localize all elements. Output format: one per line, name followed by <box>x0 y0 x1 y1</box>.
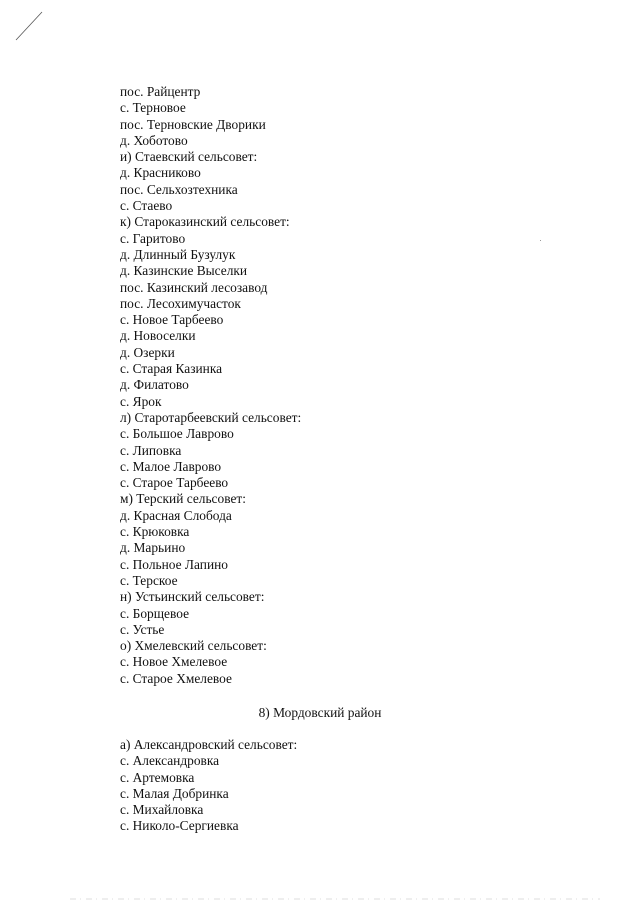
scan-artifact-line <box>0 896 640 902</box>
settlement-list-part2 <box>120 737 297 835</box>
list-item: пос. Райцентр <box>120 84 201 99</box>
list-item: с. Польное Лапино <box>120 556 228 572</box>
list-item: пос. Казинский лесозавод <box>120 279 268 295</box>
section-heading: 8) Мордовский район <box>258 705 382 720</box>
list-item: д. Новоселки <box>120 328 196 344</box>
list-item: с. Михайловка <box>120 802 204 818</box>
list-item: д. Длинный Бузулук <box>120 246 236 262</box>
list-item: с. Липовка <box>120 442 182 458</box>
list-item: с. Новое Хмелевое <box>120 654 228 670</box>
list-item: с. Александровка <box>120 753 220 769</box>
list-item: д. Красниково <box>120 165 201 181</box>
list-item: л) Старотарбеевский сельсовет: <box>120 409 302 425</box>
list-item: с. Большое Лаврово <box>120 426 234 442</box>
list-item: д. Озерки <box>120 344 175 360</box>
list-item: с. Старое Тарбеево <box>120 475 229 491</box>
list-item: с. Малая Добринка <box>120 785 229 801</box>
list-item: с. Терское <box>120 572 178 588</box>
list-item: пос. Сельхозтехника <box>120 181 238 197</box>
list-item: с. Новое Тарбеево <box>120 312 224 328</box>
list-item: с. Терновое <box>120 100 186 116</box>
list-item: с. Стаево <box>120 198 173 214</box>
settlement-list-part1 <box>120 84 301 687</box>
list-item: с. Николо-Сергиевка <box>120 818 239 834</box>
list-item: с. Ярок <box>120 393 162 409</box>
list-item: д. Марьино <box>120 540 186 556</box>
list-item: а) Александровский сельсовет: <box>120 737 298 752</box>
corner-pen-mark <box>14 10 44 42</box>
list-item: с. Гаритово <box>120 230 186 246</box>
list-item: с. Крюковка <box>120 524 190 540</box>
list-item: м) Терский сельсовет: <box>120 491 246 507</box>
list-item: и) Стаевский сельсовет: <box>120 149 258 165</box>
list-item: д. Филатово <box>120 377 189 393</box>
list-item: пос. Лесохимучасток <box>120 295 241 311</box>
list-item: д. Хоботово <box>120 132 188 148</box>
list-item: с. Старая Казинка <box>120 361 223 377</box>
list-item: н) Устьинский сельсовет: <box>120 589 265 605</box>
list-item: пос. Терновские Дворики <box>120 116 266 132</box>
list-item: д. Казинские Выселки <box>120 263 248 279</box>
list-item: с. Малое Лаврово <box>120 458 222 474</box>
list-item: о) Хмелевский сельсовет: <box>120 638 267 654</box>
list-item: д. Красная Слобода <box>120 507 232 523</box>
list-item: с. Артемовка <box>120 769 195 785</box>
list-item: с. Устье <box>120 621 165 637</box>
list-item: с. Старое Хмелевое <box>120 670 232 686</box>
list-item: с. Борщевое <box>120 605 190 621</box>
list-item: к) Староказинский сельсовет: <box>120 214 290 230</box>
scan-speck <box>540 240 541 241</box>
